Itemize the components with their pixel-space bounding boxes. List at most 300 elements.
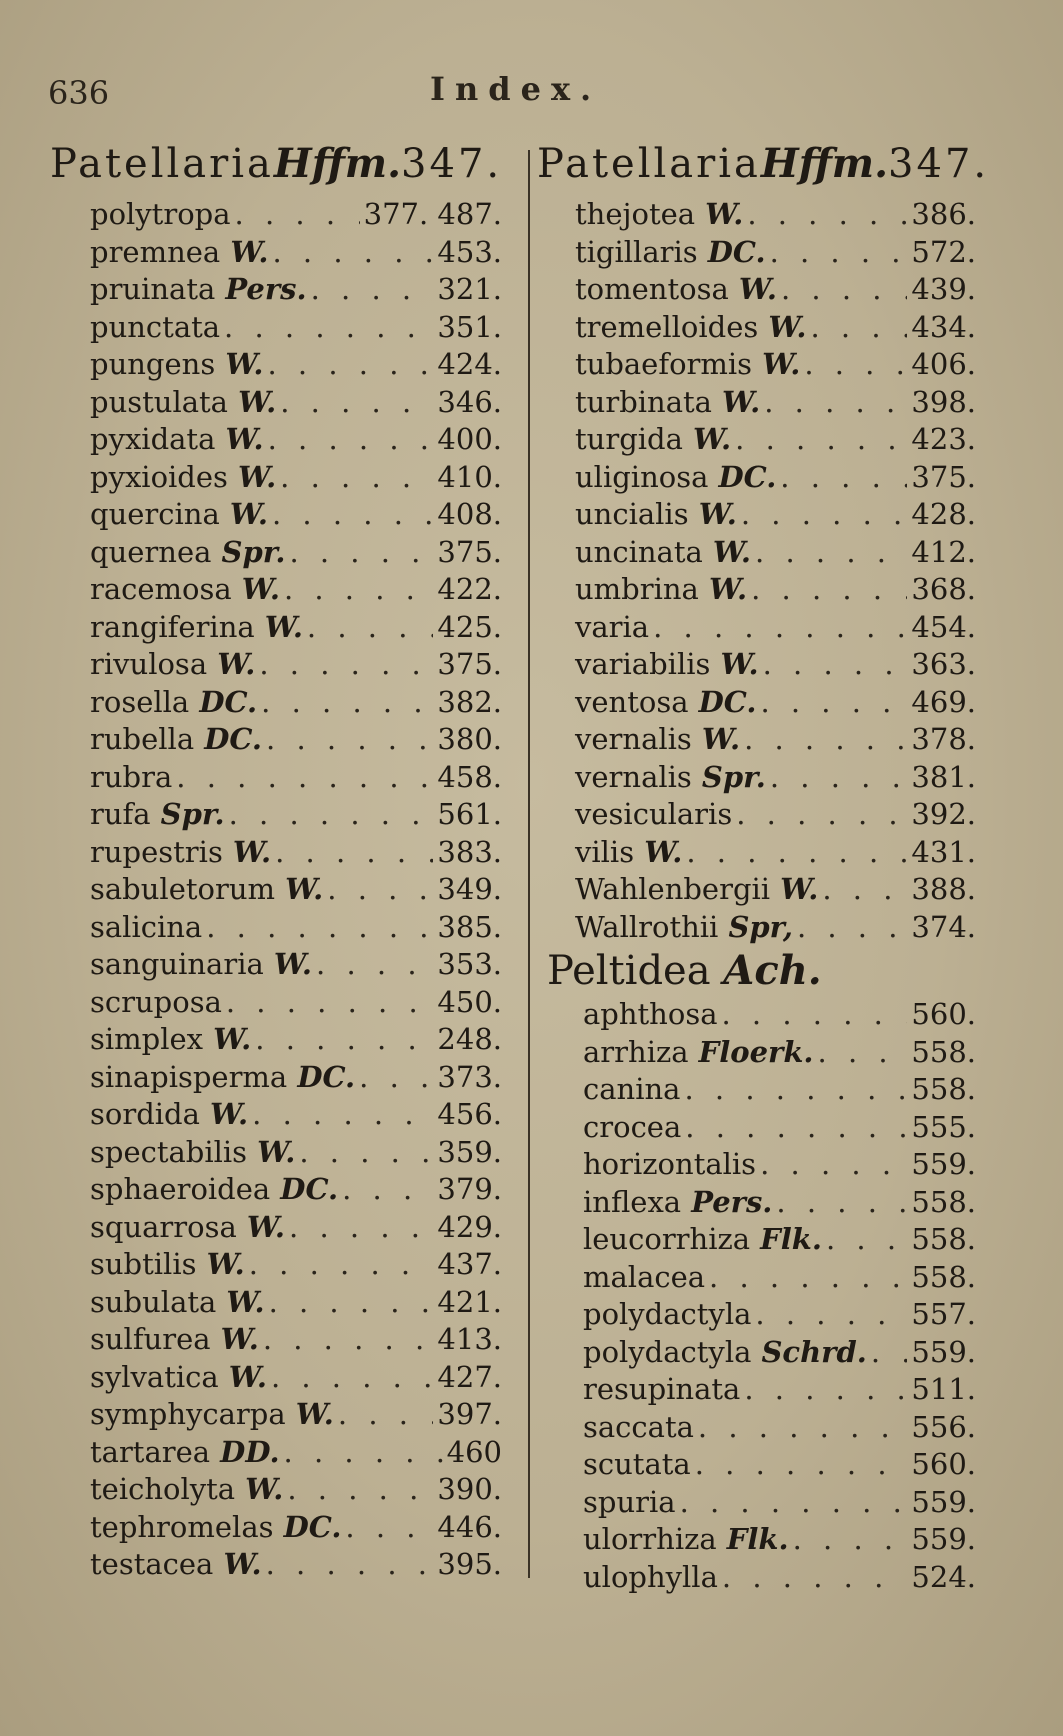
leader-dots	[653, 609, 907, 646]
page-reference: 460	[446, 1434, 502, 1469]
species-name: pungens	[90, 347, 216, 381]
index-entry	[537, 646, 1002, 684]
leader-dots	[735, 421, 907, 458]
entry-name	[583, 1034, 814, 1071]
species-name: umbrina	[575, 572, 699, 606]
page-reference: 375.	[437, 534, 502, 569]
page-reference: 558.	[911, 1072, 976, 1106]
entry-name	[583, 996, 718, 1033]
leader-dots	[229, 796, 434, 833]
left-column	[50, 140, 518, 1584]
leader-dots	[255, 1021, 433, 1058]
index-entry	[537, 1371, 1002, 1409]
species-author: Flk.	[750, 1222, 822, 1256]
species-name: arrhiza	[583, 1034, 689, 1069]
page-reference: 428.	[911, 497, 976, 531]
page-reference: 380.	[437, 722, 502, 756]
page-reference: 456.	[437, 1097, 502, 1131]
species-name: horizontalis	[583, 1147, 757, 1181]
species-name: rivulosa	[90, 647, 208, 681]
species-author: W.	[247, 1134, 296, 1169]
page-reference: 454.	[911, 609, 976, 644]
index-entry	[50, 196, 518, 234]
entry-name	[575, 421, 731, 458]
column-divider	[528, 150, 530, 1578]
entry-name	[583, 1259, 705, 1296]
species-name: pustulata	[90, 384, 228, 419]
leader-dots	[259, 646, 433, 683]
species-name: saccata	[583, 1409, 694, 1444]
species-name: malacea	[583, 1259, 706, 1294]
entry-name	[575, 684, 756, 721]
species-author: W.	[770, 872, 819, 906]
leader-dots	[299, 1134, 433, 1171]
entry-name	[90, 946, 312, 983]
species-author: W.	[213, 1547, 262, 1581]
index-entry	[50, 1171, 518, 1209]
page-reference: 425.	[437, 609, 502, 644]
species-name: variabilis	[575, 647, 711, 681]
species-name: spuria	[583, 1484, 676, 1519]
page-reference: 392.	[911, 797, 976, 831]
index-entry	[537, 909, 1002, 947]
index-entry	[50, 609, 518, 647]
page-reference: 413.	[437, 1322, 502, 1356]
genus-heading	[537, 140, 1002, 196]
entry-name	[575, 646, 759, 683]
entry-name	[90, 309, 220, 346]
index-entry	[537, 1521, 1002, 1559]
entry-name	[90, 196, 231, 233]
leader-dots	[269, 1284, 434, 1321]
page-reference: 408.	[437, 497, 502, 531]
species-name: turbinata	[575, 384, 712, 419]
entry-name	[90, 496, 268, 533]
page-reference: 558.	[911, 1034, 976, 1069]
leader-dots	[722, 996, 908, 1033]
species-name: Wahlenbergii	[575, 872, 771, 906]
species-name: racemosa	[90, 572, 232, 606]
page-reference: 511.	[911, 1372, 976, 1406]
species-author: W.	[203, 1022, 252, 1056]
species-name: sabuletorum	[90, 872, 276, 906]
entry-name	[90, 271, 307, 308]
page-reference: 400.	[437, 422, 502, 456]
page-reference: 458.	[437, 759, 502, 794]
subgenus-author: Ach.	[723, 947, 822, 994]
leader-dots	[685, 1109, 907, 1146]
page-reference: 423.	[911, 422, 976, 456]
species-name: tigillaris	[575, 234, 698, 269]
species-author: W.	[215, 347, 264, 381]
page-reference: 556.	[911, 1409, 976, 1444]
species-author: W.	[216, 1284, 265, 1319]
page-reference: 248.	[437, 1022, 502, 1056]
species-name: scutata	[583, 1447, 691, 1481]
index-entry	[50, 234, 518, 272]
entry-name	[90, 1209, 285, 1246]
leader-dots	[280, 384, 433, 421]
entry-name	[90, 571, 280, 608]
species-author: W.	[254, 609, 303, 644]
index-entry	[50, 871, 518, 909]
page-reference: 398.	[911, 384, 976, 419]
index-entry	[537, 834, 1002, 872]
index-entry	[537, 534, 1002, 572]
species-name: subtilis	[90, 1247, 197, 1281]
species-name: ulorrhiza	[583, 1522, 717, 1556]
page-reference: 559.	[911, 1522, 976, 1556]
page-reference: 427.	[437, 1359, 502, 1394]
page-reference: 406.	[911, 347, 976, 381]
leader-dots	[760, 1146, 907, 1183]
page-reference: 412.	[911, 534, 976, 569]
species-author: Spr.	[691, 759, 766, 794]
species-name: sulfurea	[90, 1322, 211, 1356]
species-author: W.	[710, 647, 759, 681]
entry-name	[583, 1296, 751, 1333]
page-reference: 555.	[911, 1109, 976, 1144]
species-name: rosella	[90, 684, 190, 719]
entry-name	[90, 384, 276, 421]
page-reference: 560.	[911, 1447, 976, 1481]
index-entry	[537, 571, 1002, 609]
species-author: DC.	[708, 459, 777, 494]
entry-name	[575, 721, 740, 758]
species-name: punctata	[90, 309, 221, 344]
species-author: DC.	[287, 1059, 356, 1094]
leader-dots	[741, 496, 908, 533]
index-entry	[50, 1471, 518, 1509]
page-reference: 422.	[437, 572, 502, 606]
species-name: subulata	[90, 1284, 217, 1319]
page-reference: 377. 487.	[363, 197, 502, 231]
entry-name	[583, 1409, 694, 1446]
index-entry	[537, 1221, 1002, 1259]
index-entry	[50, 1021, 518, 1059]
page-reference: 351.	[437, 309, 502, 344]
genus-heading	[50, 140, 518, 196]
entry-name	[90, 1321, 259, 1358]
species-name: inflexa	[583, 1184, 682, 1219]
leader-dots	[307, 609, 434, 646]
entry-name	[90, 459, 276, 496]
index-entry	[50, 1134, 518, 1172]
species-name: polytropa	[90, 197, 231, 231]
species-name: rufa	[90, 797, 151, 831]
index-entry	[537, 496, 1002, 534]
species-name: vernalis	[575, 722, 692, 756]
index-entry	[50, 834, 518, 872]
species-author: W.	[196, 1247, 245, 1281]
entry-name	[583, 1521, 789, 1558]
index-entry	[50, 271, 518, 309]
index-entry	[50, 984, 518, 1022]
index-entry	[50, 459, 518, 497]
leader-dots	[268, 421, 434, 458]
page-reference: 429.	[437, 1209, 502, 1244]
index-entry	[537, 1484, 1002, 1522]
entry-name	[575, 459, 776, 496]
entry-name	[575, 571, 747, 608]
genus-page: 347.	[401, 141, 503, 187]
page-reference: 437.	[437, 1247, 502, 1281]
species-author: W.	[222, 834, 272, 869]
page-reference: 397.	[437, 1397, 502, 1431]
index-entry-list	[50, 196, 518, 1584]
species-name: quercina	[90, 497, 220, 531]
entry-name	[583, 1371, 740, 1408]
species-name: uliginosa	[575, 459, 709, 494]
species-author: W.	[634, 834, 683, 869]
index-entry	[50, 946, 518, 984]
index-entry	[537, 871, 1002, 909]
species-author: DC.	[697, 234, 766, 269]
species-author: DC.	[688, 684, 757, 719]
page-reference: 383.	[437, 834, 502, 869]
species-author: W.	[227, 459, 277, 494]
page-number: 636	[48, 74, 110, 112]
leader-dots	[266, 721, 433, 758]
page-reference: 349.	[437, 872, 502, 906]
entry-name	[90, 609, 303, 646]
entry-name	[90, 871, 323, 908]
species-author: W.	[207, 647, 256, 681]
page-reference: 434.	[911, 309, 976, 344]
leader-dots	[272, 496, 433, 533]
species-name: uncinata	[575, 534, 703, 569]
page-reference: 431.	[911, 834, 976, 869]
leader-dots	[755, 534, 907, 571]
page-reference: 363.	[911, 647, 976, 681]
species-name: vesicularis	[575, 797, 733, 831]
species-name: pyxioides	[90, 459, 228, 494]
species-name: thejotea	[575, 197, 696, 231]
leader-dots	[793, 1521, 908, 1558]
index-entry	[50, 721, 518, 759]
species-author: W.	[231, 572, 280, 606]
species-name: uncialis	[575, 497, 689, 531]
entry-name	[575, 759, 766, 796]
index-entry	[50, 534, 518, 572]
species-name: squarrosa	[90, 1209, 237, 1244]
species-author: Floerk.	[688, 1034, 814, 1069]
page-reference: 439.	[911, 272, 976, 306]
species-author: Flk.	[716, 1522, 789, 1556]
species-name: symphycarpa	[90, 1397, 286, 1431]
leader-dots	[818, 1034, 908, 1071]
entry-name	[583, 1559, 718, 1596]
leader-dots	[275, 834, 433, 871]
page-reference: 559.	[911, 1147, 976, 1181]
species-name: tephromelas	[90, 1509, 274, 1544]
species-author: W.	[218, 1359, 267, 1394]
leader-dots	[680, 1484, 908, 1521]
index-entry	[537, 459, 1002, 497]
leader-dots	[755, 1296, 907, 1333]
entry-name	[575, 346, 800, 383]
leader-dots	[263, 1321, 434, 1358]
leader-dots	[284, 571, 433, 608]
index-entry	[537, 759, 1002, 797]
page-reference: 559.	[911, 1334, 976, 1369]
leader-dots	[695, 1446, 908, 1483]
species-author: W.	[702, 534, 752, 569]
entry-name	[90, 721, 262, 758]
index-entry	[50, 1546, 518, 1584]
entry-name	[90, 1284, 265, 1321]
leader-dots	[744, 1371, 907, 1408]
index-entry	[537, 1259, 1002, 1297]
species-name: simplex	[90, 1022, 204, 1056]
species-author: W.	[698, 572, 748, 606]
entry-name	[583, 1184, 772, 1221]
entry-name	[90, 1246, 245, 1283]
leader-dots	[822, 871, 907, 908]
species-author: DC.	[194, 722, 263, 756]
entry-name	[90, 534, 285, 571]
species-name: aphthosa	[583, 997, 718, 1031]
species-author: W.	[285, 1397, 334, 1431]
leader-dots	[797, 909, 907, 946]
leader-dots	[776, 1184, 907, 1221]
species-author: W.	[688, 497, 737, 531]
page-reference: 375.	[911, 459, 976, 494]
leader-dots	[698, 1409, 908, 1446]
species-name: turgida	[575, 422, 683, 456]
index-entry	[50, 796, 518, 834]
leader-dots	[272, 234, 433, 271]
index-entry	[537, 309, 1002, 347]
species-name: sylvatica	[90, 1359, 219, 1394]
page-reference: 353.	[437, 947, 502, 981]
species-author: DC.	[189, 684, 258, 719]
index-entry	[537, 609, 1002, 647]
entry-name	[90, 759, 172, 796]
entry-name	[90, 1021, 251, 1058]
entry-name	[90, 1396, 334, 1433]
index-entry	[537, 1184, 1002, 1222]
entry-name	[575, 609, 649, 646]
page-reference: 421.	[437, 1284, 502, 1319]
page-reference: 382.	[437, 684, 502, 719]
index-entry	[50, 909, 518, 947]
entry-name	[583, 1334, 867, 1371]
entry-name	[575, 871, 818, 908]
page-reference: 557.	[911, 1297, 976, 1331]
entry-name	[90, 1509, 341, 1546]
species-name: sphaeroidea	[90, 1172, 271, 1206]
index-entry	[537, 1034, 1002, 1072]
page-reference: 381.	[911, 759, 976, 794]
leader-dots	[280, 459, 433, 496]
species-author: DC.	[273, 1509, 342, 1544]
page-reference: 524.	[911, 1559, 976, 1594]
running-title: Index.	[430, 70, 602, 108]
page-reference: 572.	[911, 234, 976, 269]
species-name: tremelloides	[575, 309, 759, 344]
index-entry	[50, 1396, 518, 1434]
species-name: vernalis	[575, 759, 692, 794]
species-author: W.	[728, 272, 777, 306]
index-entry	[537, 1109, 1002, 1147]
entry-name	[575, 196, 743, 233]
leader-dots	[747, 196, 907, 233]
species-name: tartarea	[90, 1434, 211, 1469]
entry-name	[90, 1434, 280, 1471]
species-author: W.	[235, 1472, 284, 1506]
right-column	[537, 140, 1002, 1596]
species-name: tubaeformis	[575, 347, 753, 381]
index-entry	[537, 996, 1002, 1034]
entry-name	[90, 984, 222, 1021]
leader-dots	[224, 309, 433, 346]
leader-dots	[176, 759, 433, 796]
leader-dots	[826, 1221, 907, 1258]
page-reference: 388.	[911, 872, 976, 906]
index-entry	[537, 1296, 1002, 1334]
leader-dots	[206, 909, 433, 946]
entry-name	[583, 1221, 822, 1258]
index-entry	[50, 1209, 518, 1247]
species-name: vilis	[575, 834, 635, 869]
leader-dots	[252, 1096, 433, 1133]
subgenus-name: Peltidea	[547, 948, 711, 994]
species-author: Pers.	[215, 272, 307, 306]
leader-dots	[249, 1246, 434, 1283]
species-name: polydactyla	[583, 1297, 752, 1331]
index-entry	[537, 1409, 1002, 1447]
entry-name	[90, 1096, 248, 1133]
species-name: ventosa	[575, 684, 689, 719]
leader-dots	[709, 1259, 907, 1296]
page-reference: 450.	[437, 984, 502, 1019]
species-name: polydactyla	[583, 1334, 752, 1369]
leader-dots	[804, 346, 907, 383]
index-entry	[537, 1446, 1002, 1484]
leader-dots	[744, 721, 907, 758]
index-entry	[537, 196, 1002, 234]
entry-name	[90, 1546, 262, 1583]
species-name: canina	[583, 1072, 681, 1106]
page-reference: 558.	[911, 1259, 976, 1294]
index-entry	[50, 646, 518, 684]
page-reference: 374.	[911, 909, 976, 944]
entry-name	[575, 271, 777, 308]
entry-name	[90, 834, 271, 871]
entry-name	[90, 684, 257, 721]
leader-dots	[763, 646, 908, 683]
leader-dots	[760, 684, 907, 721]
page-reference: 386.	[911, 197, 976, 231]
page-reference: 559.	[911, 1484, 976, 1519]
leader-dots	[311, 271, 434, 308]
subgenus-heading	[537, 948, 1002, 996]
entry-name	[575, 909, 793, 946]
index-entry	[50, 1434, 518, 1472]
leader-dots	[284, 1434, 443, 1471]
genus-author: Hffm.	[273, 140, 402, 187]
species-author: W.	[199, 1097, 249, 1131]
species-name: premnea	[90, 234, 221, 269]
genus-page: 347.	[888, 141, 990, 187]
species-name: varia	[575, 609, 650, 644]
entry-name	[90, 1059, 355, 1096]
entry-name	[583, 1484, 676, 1521]
entry-name	[575, 496, 737, 533]
entry-name	[583, 1146, 756, 1183]
page-reference: 346.	[437, 384, 502, 419]
